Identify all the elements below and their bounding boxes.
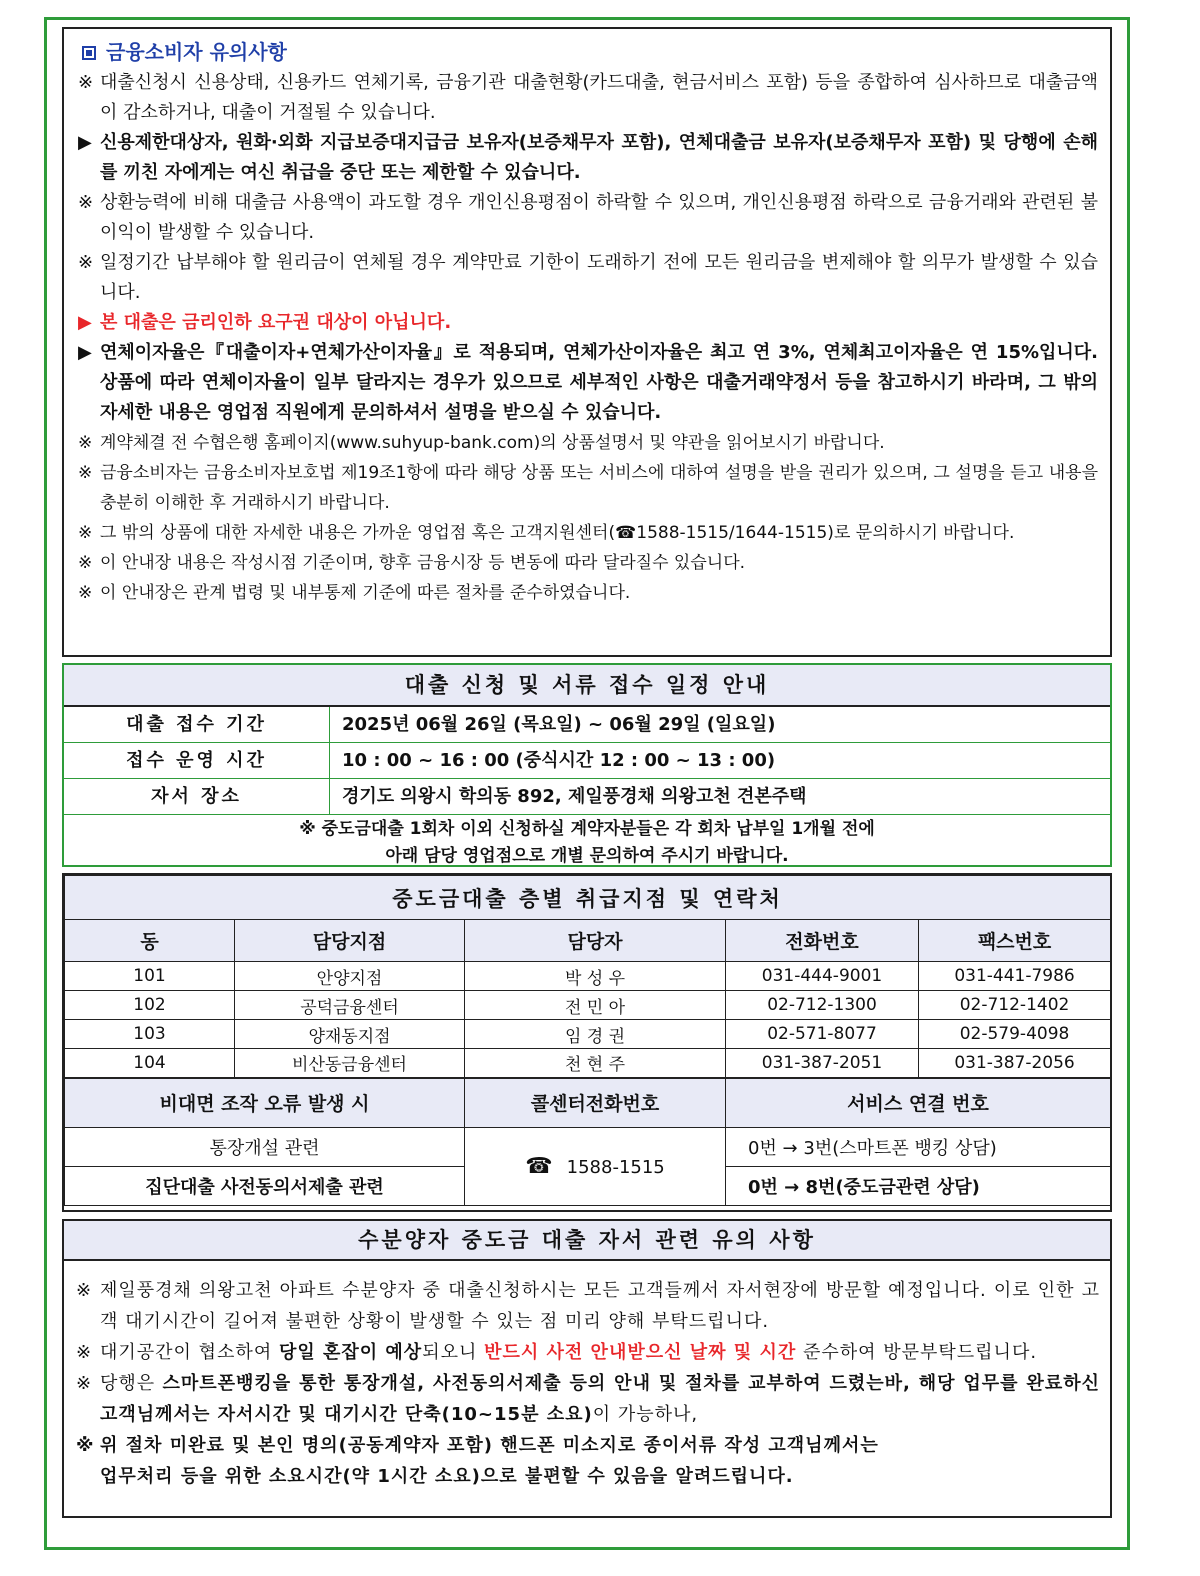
callcenter-row: [65, 1128, 1111, 1167]
notice-item: ※ 이 안내장은 관계 법령 및 내부통제 기준에 따른 절차를 준수하였습니다.: [78, 583, 631, 603]
table-row: [65, 962, 1111, 991]
account-opening-label: 통장개설 관련: [65, 1128, 465, 1167]
signing-caution-section: [62, 1219, 1112, 1518]
schedule-value: 2025년 06월 26일 (목요일) ~ 06월 29일 (일요일): [342, 714, 776, 735]
manager-cell: 박 성 우: [465, 962, 726, 991]
branch-cell: 안양지점: [235, 962, 465, 991]
telephone-icon: ☎: [525, 1154, 553, 1179]
caution-item: ※ 당행은 스마트폰뱅킹을 통한 통장개설, 사전동의서제출 등의 안내 및 절차를 교부하여 드렸는바, 해당 업무를 완료하신 고객님께서는 자서시간 및 대기시간 단축(10~15분 소요)이 가능하나,: [76, 1373, 1100, 1425]
square-bullet-icon: [82, 46, 96, 60]
highlighted-text: 반드시 사전 안내받으신 날짜 및 시간: [484, 1342, 797, 1363]
column-header: 담당자: [465, 920, 726, 962]
callcenter-header: [65, 1078, 1111, 1128]
notice-item: ※ 그 밖의 상품에 대한 자세한 내용은 가까운 영업점 혹은 고객지원센터(☎1588-1515/1644-1515)로 문의하시기 바랍니다.: [78, 523, 1015, 543]
branch-table: [64, 875, 1111, 1206]
notice-item: ※ 대출신청시 신용상태, 신용카드 연체기록, 금융기관 대출현황(카드대출, 현금서비스 포함) 등을 종합하여 심사하므로 대출금액이 감소하거나, 대출이 거절될 수 있습니다.: [78, 72, 1098, 123]
notice-item: ▶ 신용제한대상자, 원화·외화 지급보증대지급금 보유자(보증채무자 포함), 연체대출금 보유자(보증채무자 포함) 및 당행에 손해를 끼친 자에게는 여신 취급을 중단 또는 제한할 수 있습니다.: [78, 132, 1098, 183]
phone-cell: 031-387-2051: [726, 1049, 919, 1078]
building-cell: 101: [65, 962, 235, 991]
notice-item-alert: ▶ 본 대출은 금리인하 요구권 대상이 아닙니다.: [78, 312, 452, 333]
caution-item: ※ 위 절차 미완료 및 본인 명의(공동계약자 포함) 핸드폰 미소지로 종이서류 작성 고객님께서는 업무처리 등을 위한 소요시간(약 1시간 소요)으로 불편할 수 있음을 알려드립니다.: [76, 1435, 879, 1487]
caution-title: 수분양자 중도금 대출 자서 관련 유의 사항: [64, 1221, 1110, 1261]
service-number-header: 서비스 연결 번호: [726, 1078, 1111, 1128]
schedule-row: [64, 743, 1110, 779]
notice-item: ※ 이 안내장 내용은 작성시점 기준이며, 향후 금융시장 등 변동에 따라 달라질수 있습니다.: [78, 553, 746, 573]
notice-item: ※ 계약체결 전 수협은행 홈페이지(www.suhyup-bank.com)의 상품설명서 및 약관을 읽어보시기 바랍니다.: [78, 433, 885, 453]
fax-cell: 031-441-7986: [919, 962, 1111, 991]
schedule-label: 자서 장소: [64, 779, 330, 814]
callcenter-phone-number: 1588-1515: [566, 1157, 665, 1178]
callcenter-phone: [465, 1128, 726, 1206]
notice-title: 금융소비자 유의사항: [78, 37, 1098, 68]
phone-cell: 031-444-9001: [726, 962, 919, 991]
consent-submission-label: 집단대출 사전동의서제출 관련: [65, 1167, 465, 1206]
manager-cell: 전 민 아: [465, 991, 726, 1020]
table-row: [65, 1020, 1111, 1049]
table-row: [65, 1049, 1111, 1078]
manager-cell: 천 현 주: [465, 1049, 726, 1078]
building-cell: 102: [65, 991, 235, 1020]
branch-table-header: [65, 920, 1111, 962]
callcenter-phone-header: 콜센터전화번호: [465, 1078, 726, 1128]
manager-cell: 임 경 권: [465, 1020, 726, 1049]
schedule-value: 10 : 00 ~ 16 : 00 (중식시간 12 : 00 ~ 13 : 00): [342, 750, 776, 771]
column-header: 동: [65, 920, 235, 962]
building-cell: 103: [65, 1020, 235, 1049]
notice-item: ※ 금융소비자는 금융소비자보호법 제19조1항에 따라 해당 상품 또는 서비스에 대하여 설명을 받을 권리가 있으며, 그 설명을 듣고 내용을 충분히 이해한 후 거래하시기 바랍니다.: [78, 463, 1098, 513]
column-header: 전화번호: [726, 920, 919, 962]
service-number-1: 0번 → 3번(스마트폰 뱅킹 상담): [726, 1128, 1111, 1167]
caution-item: ※ 대기공간이 협소하여 당일 혼잡이 예상되오니 반드시 사전 안내받으신 날짜 및 시간 준수하여 방문부탁드립니다.: [76, 1342, 1038, 1363]
branch-cell: 비산동금융센터: [235, 1049, 465, 1078]
branch-contacts-section: [62, 873, 1112, 1212]
building-cell: 104: [65, 1049, 235, 1078]
column-header: 담당지점: [235, 920, 465, 962]
fax-cell: 02-579-4098: [919, 1020, 1111, 1049]
service-number-2: 0번 → 8번(중도금관련 상담): [726, 1167, 1111, 1206]
schedule-note: ※ 중도금대출 1회차 이외 신청하실 계약자분들은 각 회차 납부일 1개월 전에 아래 담당 영업점으로 개별 문의하여 주시기 바랍니다.: [299, 819, 875, 866]
caution-item: ※ 제일풍경채 의왕고천 아파트 수분양자 중 대출신청하시는 모든 고객들께서 자서현장에 방문할 예정입니다. 이로 인한 고객 대기시간이 길어져 불편한 상황이 발생할 수 있는 점 미리 양해 부탁드립니다.: [76, 1280, 1100, 1332]
error-header: 비대면 조작 오류 발생 시: [65, 1078, 465, 1128]
notice-item: ※ 일정기간 납부해야 할 원리금이 연체될 경우 계약만료 기한이 도래하기 전에 모든 원리금을 변제해야 할 의무가 발생할 수 있습니다.: [78, 252, 1098, 303]
schedule-title: 대출 신청 및 서류 접수 일정 안내: [64, 665, 1110, 707]
phone-cell: 02-571-8077: [726, 1020, 919, 1049]
branch-table-title: 중도금대출 층별 취급지점 및 연락처: [65, 876, 1111, 920]
schedule-value: 경기도 의왕시 학의동 892, 제일풍경채 의왕고천 견본주택: [342, 786, 807, 807]
table-row: [65, 991, 1111, 1020]
schedule-section: [62, 663, 1112, 867]
schedule-row: [64, 707, 1110, 743]
branch-cell: 공덕금융센터: [235, 991, 465, 1020]
consumer-notice-section: [62, 27, 1112, 657]
schedule-label: 접수 운영 시간: [64, 743, 330, 778]
schedule-row: [64, 779, 1110, 815]
schedule-label: 대출 접수 기간: [64, 707, 330, 742]
branch-cell: 양재동지점: [235, 1020, 465, 1049]
fax-cell: 031-387-2056: [919, 1049, 1111, 1078]
fax-cell: 02-712-1402: [919, 991, 1111, 1020]
column-header: 팩스번호: [919, 920, 1111, 962]
phone-cell: 02-712-1300: [726, 991, 919, 1020]
notice-item: ※ 상환능력에 비해 대출금 사용액이 과도할 경우 개인신용평점이 하락할 수 있으며, 개인신용평점 하락으로 금융거래와 관련된 불이익이 발생할 수 있습니다.: [78, 192, 1098, 243]
notice-item: ▶ 연체이자율은『대출이자+연체가산이자율』로 적용되며, 연체가산이자율은 최고 연 3%, 연체최고이자율은 연 15%입니다. 상품에 따라 연체이자율이 일부 달라지는 경우가 있으므로 세부적인 사항은 대출거래약정서 등을 참고하시기 바라며, 그 밖의 자세한 내용은 영업점 직원에게 문의하셔서 설명을 받으실 수 있습니다.: [78, 342, 1098, 423]
